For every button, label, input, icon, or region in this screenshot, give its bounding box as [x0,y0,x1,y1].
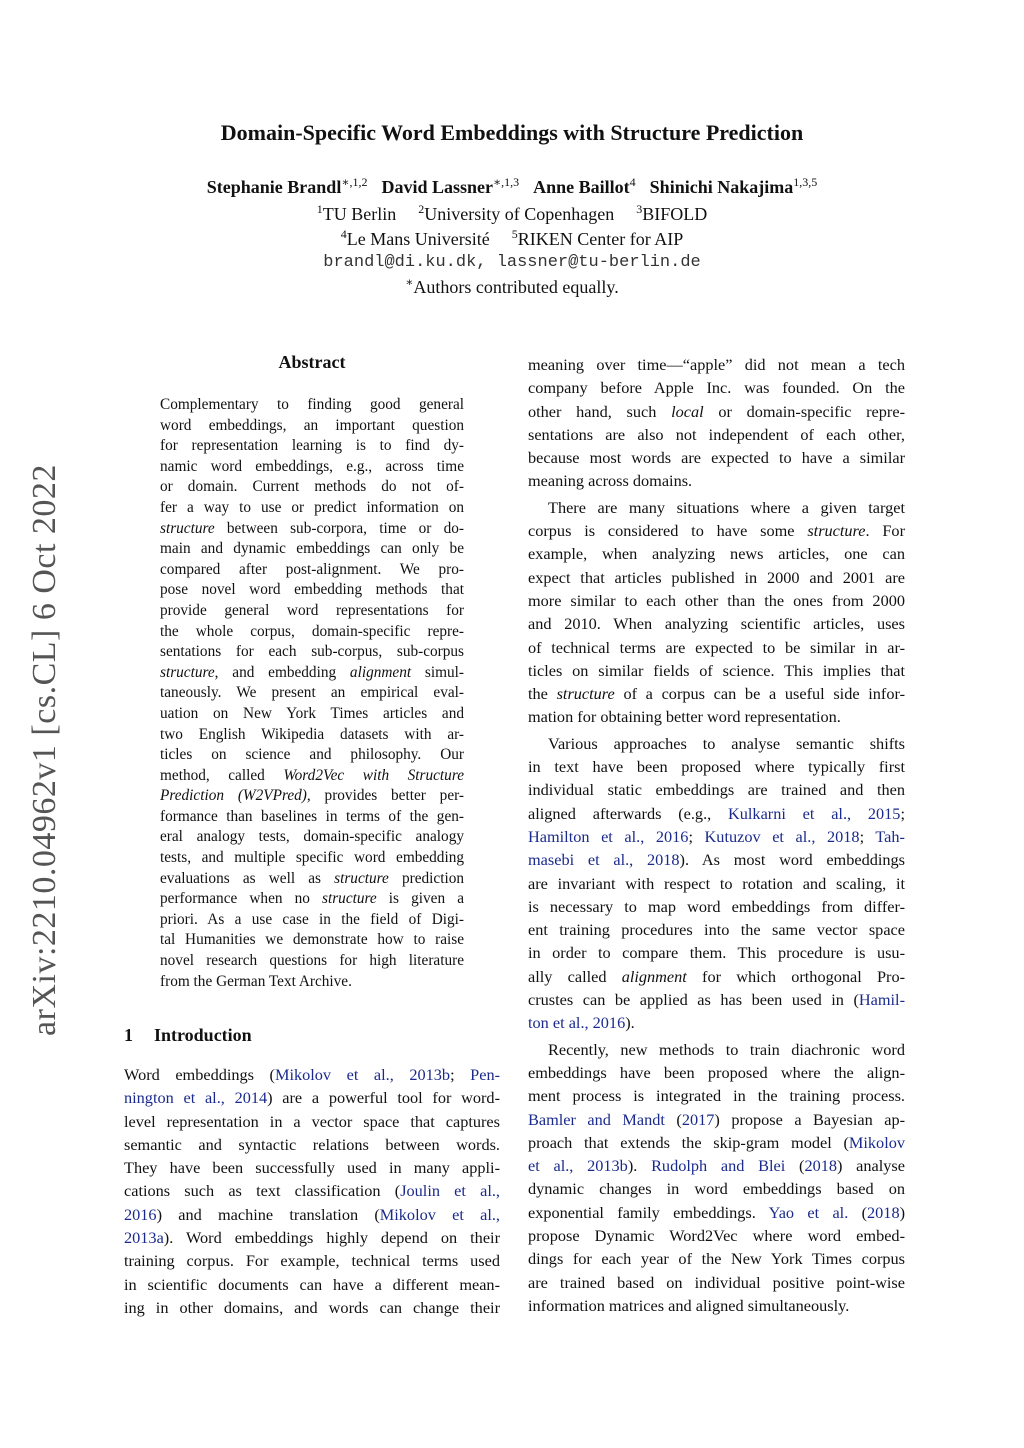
body-text-line: are trained based on individual positive point-wise [528,1272,905,1292]
paragraph [528,732,905,1035]
abstract-line: from the German Text Archive. [160,972,352,990]
citation-link[interactable]: Mikolov et al., 2013b [274,1065,451,1084]
paragraph [528,496,905,729]
affiliation-name: BIFOLD [642,204,708,224]
abstract-line: for representation learning is to find dy- [160,437,464,455]
body-text-line: meaning over time—“apple” did not mean a tech [528,355,905,374]
body-text-line: information matrices and aligned simultaneously. [528,1295,850,1315]
body-text-line: Word embeddings (Mikolov et al., 2013b; Pen- [124,1065,500,1084]
body-text-line: in text have been proposed where typically first [528,757,905,777]
body-text-line: dynamic changes in word embeddings based on [528,1179,905,1199]
abstract-line: method, called Word2Vec with Structure [160,766,464,784]
abstract-heading: Abstract [278,352,346,372]
abstract-line: compared after post-alignment. We pro- [160,560,464,578]
author-name: Shinichi Nakajima [649,177,794,197]
body-text-line: cations such as text classification (Joulin et al., [124,1181,501,1201]
citation-link[interactable]: Mikolov et al., [379,1204,500,1224]
affiliation-mark: 5 [511,227,518,241]
body-text-line: propose Dynamic Word2Vec where word embed- [528,1225,905,1245]
equal-contribution-note [0,275,1024,298]
abstract-line: formance than baselines in terms of the gen- [160,807,464,825]
body-text-line: in scientific documents can have a different mean- [124,1274,500,1294]
affiliation-mark: 1 [316,202,323,216]
affiliation-name: Le Mans Université [346,229,490,249]
emphasized-term: structure [556,684,615,704]
citation-link[interactable]: Yao et al. [768,1202,849,1222]
paragraph [528,1038,905,1318]
body-text-line: other hand, such local or domain-specific repre- [528,401,905,421]
emphasized-term: Prediction (W2VPred) [160,787,307,805]
citation-link[interactable]: Rudolph and Blei [651,1156,786,1176]
body-text-line: ent training procedures into the same vector space [528,920,905,940]
abstract-line: priori. As a use case in the field of Digi- [160,910,464,928]
citation-link[interactable]: 2018 [804,1156,838,1176]
author-list [0,175,1024,198]
body-text-line: They have been successfully used in many appli- [124,1158,500,1178]
emphasized-term: structure [322,890,377,908]
affiliation-name: TU Berlin [322,204,397,224]
body-text-line: exponential family embeddings. Yao et al. (2018) [528,1202,905,1222]
citation-link[interactable]: Tah- [875,826,905,846]
citation-link[interactable]: 2016 [124,1204,157,1224]
body-text-line: Recently, new methods to train diachronic word [548,1039,905,1059]
body-text-line: sentations are also not independent of each other, [528,424,905,444]
citation-link[interactable]: Kulkarni et al., 2015 [728,803,901,823]
body-text-line: nington et al., 2014) are a powerful tool for word- [124,1088,500,1108]
author-name: Stephanie Brandl [206,177,342,197]
body-text-line: embeddings have been proposed where the align- [528,1062,905,1082]
body-text-line: 2016) and machine translation (Mikolov et al., [124,1204,500,1224]
affiliation-mark: 3 [636,202,643,216]
body-text-line: 2013a). Word embeddings highly depend on their [124,1228,500,1248]
emphasized-term: structure [807,521,866,541]
affiliation-mark: 4 [340,227,347,241]
body-text-line: more similar to each other than the ones from 2000 [528,590,905,610]
body-text-line: is necessary to map word embeddings from differ- [528,896,905,916]
body-text-line: crustes can be applied as has been used in (Hamil- [528,990,905,1010]
affiliation-name: RIKEN Center for AIP [517,229,684,249]
citation-link[interactable]: Joulin et al., [400,1181,501,1201]
abstract-line: eral analogy tests, domain-specific analogy [160,828,464,846]
abstract-line: pose novel word embedding methods that [160,581,464,599]
section-heading [124,1025,252,1046]
emphasized-term: Word2Vec with Structure [283,766,464,784]
author-affiliation-mark: ∗,1,2 [341,175,368,189]
abstract-line: structure, and embedding alignment simul- [160,663,464,681]
emphasized-term: alignment [349,663,412,681]
abstract-line: uation on New York Times articles and [160,704,464,722]
body-text-line: ing in other domains, and words can change their [124,1297,500,1317]
body-text-line: proach that extends the skip-gram model (Mikolov [528,1132,905,1152]
citation-link[interactable]: Pen- [470,1065,500,1084]
body-text-line: ally called alignment for which orthogonal Pro- [528,966,906,986]
citation-link[interactable]: 2013a [124,1228,164,1248]
body-text-line: and 2010. When analyzing scientific articles, uses [528,614,905,634]
abstract-line: two English Wikipedia datasets with ar- [160,725,464,743]
emphasized-term: structure [160,663,215,681]
affiliations-row-2 [0,227,1024,250]
citation-link[interactable]: masebi et al., 2018 [528,850,680,870]
body-text-line: ton et al., 2016). [528,1013,635,1033]
abstract-line: namic word embeddings, e.g., across time [160,457,464,475]
section-number: 1 [124,1025,133,1045]
citation-link[interactable]: ton et al., 2016 [528,1013,626,1033]
body-text-line: example, when analyzing news articles, one can [528,544,905,564]
abstract-line: ticles on science and philosophy. Our [160,746,464,764]
body-text-line: corpus is considered to have some structure. For [528,521,905,541]
body-text-line: training corpus. For example, technical terms used [124,1251,500,1271]
body-text-line: Bamler and Mandt (2017) propose a Bayesian ap- [528,1109,906,1129]
body-text-line: of technical terms are expected to be similar in ar- [528,637,905,657]
author-name: David Lassner [381,177,493,197]
body-text-line: individual static embeddings are trained and then [528,780,905,800]
emphasized-term: local [671,401,704,421]
abstract-line: the whole corpus, domain-specific repre- [160,622,464,640]
body-text-line: expect that articles published in 2000 and 2001 are [528,567,905,587]
citation-link[interactable]: Hamil- [858,990,905,1010]
abstract-line: performance when no structure is given a [160,890,464,908]
body-text-line: masebi et al., 2018). As most word embeddings [528,850,905,870]
abstract-line: taneously. We present an empirical eval- [160,684,464,702]
author-affiliation-mark: 1,3,5 [793,175,818,189]
author-affiliation-mark: 4 [629,175,636,189]
section-title: Introduction [154,1025,252,1045]
abstract-line: tal Humanities we demonstrate how to raise [160,931,464,949]
body-text-line: Hamilton et al., 2016; Kutuzov et al., 2018; Tah- [528,826,905,846]
body-text-line: dings for each year of the New York Times corpus [528,1249,905,1269]
citation-link[interactable]: 2018 [867,1202,900,1222]
emphasized-term: structure [160,519,215,537]
abstract-line: sentations for each sub-corpus, sub-corpus [160,643,464,661]
abstract-line: novel research questions for high literature [160,952,464,970]
body-text-line: the structure of a corpus can be a useful side infor- [528,684,905,704]
citation-link[interactable]: 2017 [681,1109,715,1129]
citation-link[interactable]: Mikolov [848,1132,905,1152]
author-emails[interactable]: brandl@di.ku.dk, lassner@tu-berlin.de [323,253,701,272]
citation-link[interactable]: Bamler and Mandt [528,1109,665,1129]
affiliations-row-1 [0,202,1024,225]
body-text-line: company before Apple Inc. was founded. On the [528,378,905,398]
body-text-line: level representation in a vector space that captures [124,1111,500,1131]
emphasized-term: structure [334,869,389,887]
abstract-body [160,395,464,992]
body-text-line: There are many situations where a given target [548,497,905,517]
abstract-line: word embeddings, an important question [160,416,464,434]
abstract-line: main and dynamic embeddings can only be [160,540,464,558]
abstract-line: fer a way to use or predict information on [160,498,464,516]
abstract-line: structure between sub-corpora, time or do- [160,519,464,537]
citation-link[interactable]: Kutuzov et al., 2018 [704,826,860,846]
abstract-line: or domain. Current methods do not of- [160,478,464,496]
abstract-line: tests, and multiple specific word embedding [160,849,464,867]
body-text-line: semantic and syntactic relations between words. [124,1134,500,1154]
equal-contribution-mark: ∗ [405,275,414,289]
abstract-line: Complementary to finding good general [160,396,464,413]
body-text-line: ticles on similar fields of science. This implies that [528,660,905,680]
body-text-line: ment process is integrated in the training process. [528,1086,905,1106]
right-column-text [528,353,905,1317]
abstract-line: provide general word representations for [160,601,464,619]
author-name: Anne Baillot [533,177,630,197]
emphasized-term: alignment [621,966,687,986]
body-text-line: meaning across domains. [528,471,693,491]
citation-link[interactable]: nington et al., 2014 [124,1088,268,1108]
paper-title: Domain-Specific Word Embeddings with Structure Prediction [220,120,804,145]
body-text-line: Various approaches to analyse semantic shifts [548,733,905,753]
body-text-line: aligned afterwards (e.g., Kulkarni et al., 2015; [528,803,905,823]
body-text-line: because most words are expected to have a similar [528,448,905,468]
body-text-line: are invariant with respect to rotation and scaling, it [528,873,905,893]
paragraph [528,353,905,493]
affiliation-mark: 2 [418,202,425,216]
affiliation-name: University of Copenhagen [424,204,615,224]
arxiv-id: arXiv:2210.04962v1 [cs.CL] 6 Oct 2022 [26,464,63,1036]
equal-contribution-text: Authors contributed equally. [413,277,619,297]
citation-link[interactable]: et al., 2013b [528,1156,628,1176]
arxiv-stamp [20,460,70,1040]
body-text-line: mation for obtaining better word representation. [528,707,841,727]
citation-link[interactable]: Hamilton et al., 2016 [528,826,689,846]
abstract-line: evaluations as well as structure prediction [160,869,464,887]
body-text-line: et al., 2013b). Rudolph and Blei (2018) analyse [528,1156,905,1176]
left-column-text [124,1063,500,1319]
abstract-line: Prediction (W2VPred), provides better per- [160,787,464,805]
author-affiliation-mark: ∗,1,3 [493,175,520,189]
body-text-line: in order to compare them. This procedure is usu- [528,943,905,963]
